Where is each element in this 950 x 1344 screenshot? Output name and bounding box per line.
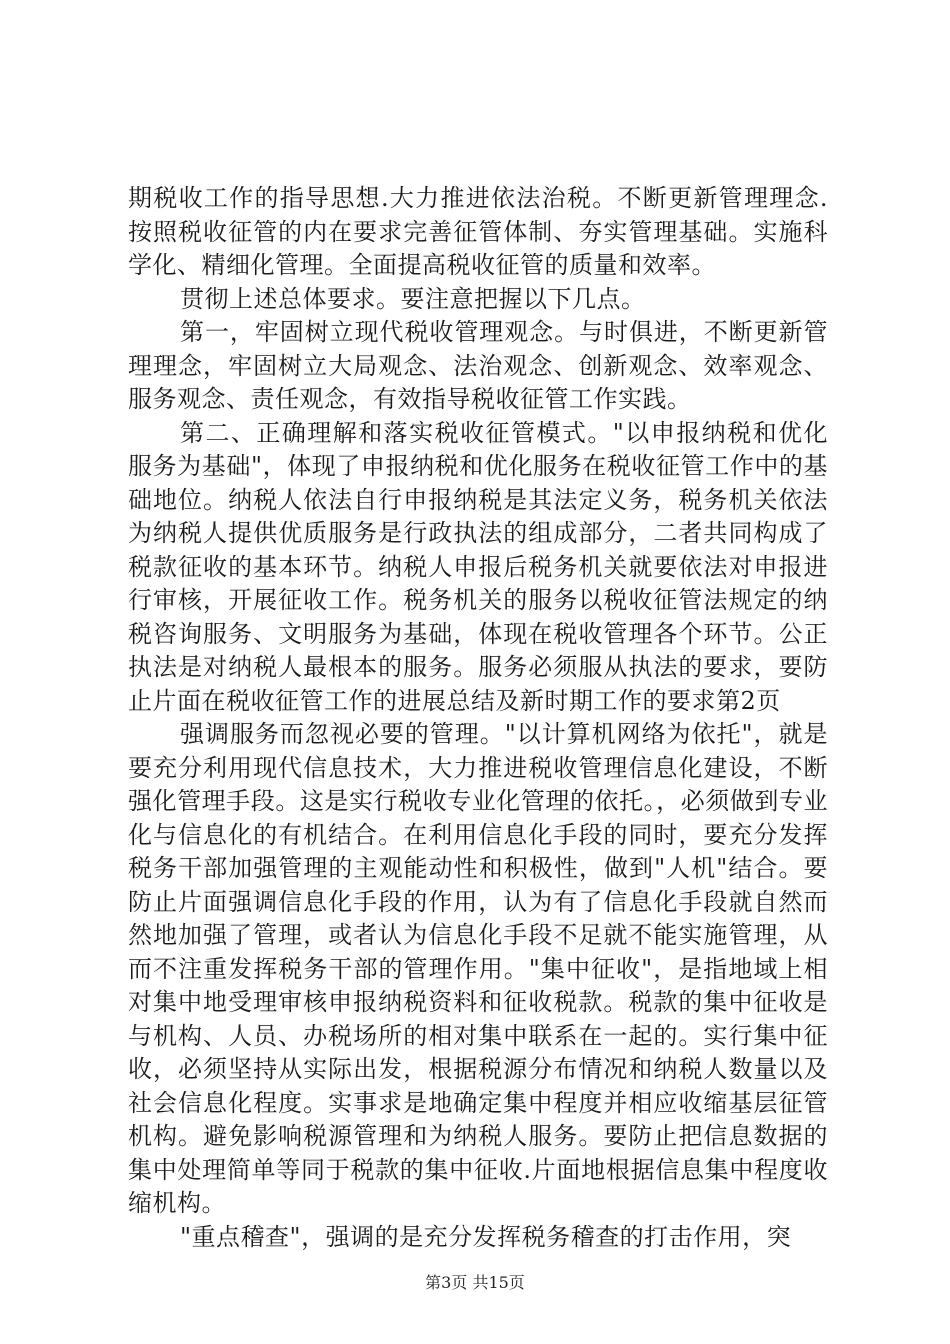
page-number-footer: 第3页 共15页: [425, 1273, 525, 1292]
paragraph-2: 贯彻上述总体要求。要注意把握以下几点。: [180, 284, 646, 313]
paragraph-4: 第二、正确理解和落实税收征管模式。"以申报纳税和优化服务为基础"，体现了申报纳税和优化服务在税收征管工作中的基础地位。纳税人依法自行申报纳税是其法定义务，税务机关依法为纳税人提供优质服务是行政执法的组成部分，二者共同构成了税款征收的基本环节。纳税人申报后税务机关就要依法对申报进行审核，开展征收工作。税务机关的服务以税收征管法规定的纳税咨询服务、文明服务为基础，体现在税收管理各个环节。公正执法是对纳税人最根本的服务。服务必须服从执法的要求，要防止片面在税收征管工作的进展总结及新时期工作的要求第2页: [128, 418, 828, 715]
paragraph-1: 期税收工作的指导思想.大力推进依法治税。不断更新管理理念.按照税收征管的内在要求完善征管体制、夯实管理基础。实施科学化、精细化管理。全面提高税收征管的质量和效率。: [128, 184, 828, 279]
document-body: [128, 182, 828, 1254]
paragraph-6: "重点稽查"，强调的是充分发挥税务稽查的打击作用，突: [180, 1222, 792, 1251]
paragraph-3: 第一，牢固树立现代税收管理观念。与时俱进，不断更新管理理念，牢固树立大局观念、法治观念、创新观念、效率观念、服务观念、责任观念，有效指导税收征管工作实践。: [128, 318, 828, 413]
paragraph-5: 强调服务而忽视必要的管理。"以计算机网络为依托"，就是要充分利用现代信息技术，大力推进税收管理信息化建设，不断强化管理手段。这是实行税收专业化管理的依托。，必须做到专业化与信息化的有机结合。在利用信息化手段的同时，要充分发挥税务干部加强管理的主观能动性和积极性，做到"人机"结合。要防止片面强调信息化手段的作用，认为有了信息化手段就自然而然地加强了管理，或者认为信息化手段不足就不能实施管理，从而不注重发挥税务干部的管理作用。"集中征收"，是指地域上相对集中地受理审核申报纳税资料和征收税款。税款的集中征收是与机构、人员、办税场所的相对集中联系在一起的。实行集中征收，必须坚持从实际出发，根据税源分布情况和纳税人数量以及社会信息化程度。实事求是地确定集中程度并相应收缩基层征管机构。避免影响税源管理和为纳税人服务。要防止把信息数据的集中处理简单等同于税款的集中征收.片面地根据信息集中程度收缩机构。: [128, 720, 828, 1217]
